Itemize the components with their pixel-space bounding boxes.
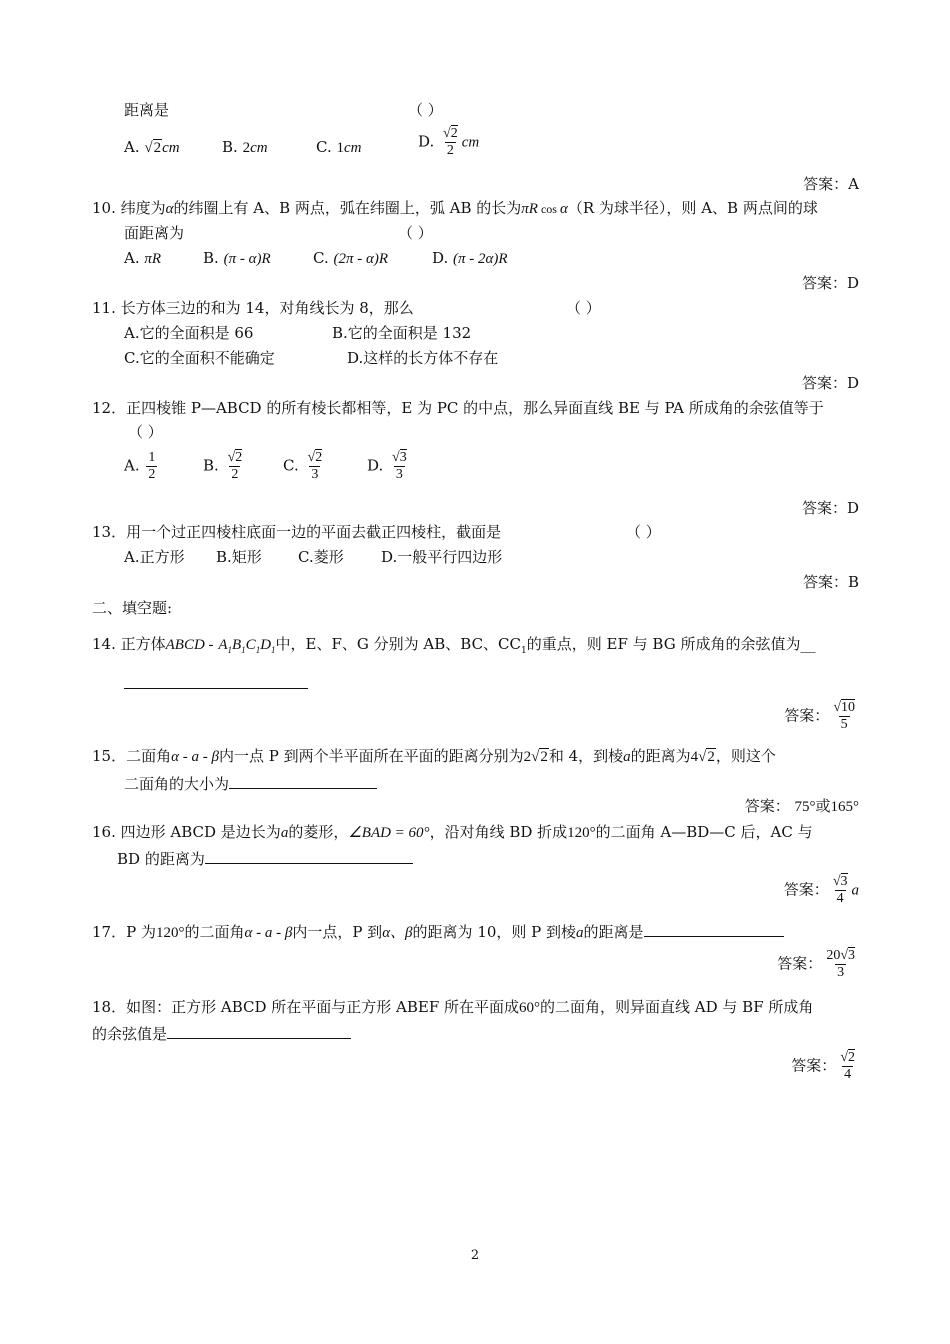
q12-option-d: D. $\frac{√3}{3}$: [367, 450, 407, 482]
q11-stem: 11. 长方体三边的和为 14，对角线长为 8，那么: [92, 299, 414, 317]
q12-option-b: B. $\frac{√2}{2}$: [203, 450, 243, 482]
q11-option-b: B.它的全面积是 132: [332, 324, 472, 342]
q12-paren: （ ）: [128, 423, 163, 441]
q10-option-a: A. πR: [124, 249, 162, 267]
q15-stem: 15．二面角α - a - β内一点 P 到两个半平面所在平面的距离分别为2√2和 4，到棱a的距离为4√2，则这个: [92, 747, 776, 765]
section-heading-fill-blank: 二、填空题:: [92, 599, 173, 617]
q16-continuation: BD 的距离为: [117, 847, 413, 869]
q17-stem: 17．P 为120°的二面角α - a - β内一点，P 到α、β的距离为 10，则 P 到棱a的距离是: [92, 920, 784, 943]
q9-option-d: D. $\frac{√2}{2}$ cm: [418, 126, 480, 158]
q11-option-d: D.这样的长方体不存在: [347, 349, 499, 367]
q10-option-b: B. (π - α)R: [203, 249, 271, 267]
q10-stem: 10. 纬度为α的纬圈上有 A、B 两点，弧在纬圈上，弧 AB 的长为πR cos α（R 为球半径），则 A、B 两点间的球: [92, 199, 818, 217]
q13-option-c: C.菱形: [298, 548, 344, 566]
q10-answer: 答案：D: [801, 274, 859, 292]
q10-option-d: D. (π - 2α)R: [432, 249, 508, 267]
q10-option-c: C. (2π - α)R: [313, 249, 389, 267]
q9-option-b: B. 2cm: [222, 138, 268, 156]
q13-option-b: B.矩形: [216, 548, 262, 566]
q15-continuation: 二面角的大小为: [124, 772, 377, 794]
q10-paren: （ ）: [398, 224, 433, 242]
q13-option-a: A.正方形: [124, 548, 185, 566]
q18-stem: 18．如图：正方形 ABCD 所在平面与正方形 ABEF 所在平面成60°的二面角，则异面直线 AD 与 BF 所成角: [92, 998, 814, 1016]
q10-continuation: 面距离为: [124, 224, 185, 242]
q9-paren: （ ）: [408, 101, 443, 119]
page-number: 2: [470, 1248, 480, 1263]
q14-blank: [124, 672, 308, 694]
q18-answer: 答案： $\frac{√2}{4}$: [791, 1050, 855, 1082]
q14-stem: 14. 正方体ABCD - $A_1B_1C_1D_1$中，E、F、G 分别为 AB、BC、$CC_1$的重点，则 EF 与 BG 所成角的余弦值为__: [92, 635, 816, 656]
q12-answer: 答案：D: [801, 499, 859, 517]
q11-answer: 答案：D: [801, 374, 859, 392]
q13-stem: 13．用一个过正四棱柱底面一边的平面去截正四棱柱，截面是: [92, 523, 502, 541]
q11-paren: （ ）: [566, 299, 601, 317]
q15-answer: 答案： 75°或165°: [744, 797, 859, 815]
q12-option-a: A. $\frac{1}{2}$: [124, 450, 156, 482]
q9-option-a: A. √2cm: [124, 138, 180, 156]
q16-answer: 答案： $\frac{√3}{4}$ a: [783, 874, 859, 906]
q11-option-a: A.它的全面积是 66: [124, 324, 254, 342]
q17-answer: 答案： $\frac{20√3}{3}$: [777, 948, 855, 980]
q13-answer: 答案：B: [802, 573, 859, 591]
q9-option-c: C. 1cm: [316, 138, 362, 156]
q13-option-d: D.一般平行四边形: [381, 548, 503, 566]
q16-stem: 16. 四边形 ABCD 是边长为a的菱形，∠BAD = 60°，沿对角线 BD 折成120°的二面角 A—BD—C 后，AC 与: [92, 823, 813, 841]
q9-continuation: 距离是: [124, 101, 170, 119]
q13-paren: （ ）: [626, 523, 661, 541]
q14-answer: 答案： $\frac{√10}{5}$: [784, 700, 855, 732]
q12-option-c: C. $\frac{√2}{3}$: [283, 450, 323, 482]
q11-option-c: C.它的全面积不能确定: [124, 349, 275, 367]
q9-answer: 答案：A: [803, 175, 859, 193]
q18-continuation: 的余弦值是: [92, 1022, 351, 1044]
q12-stem: 12．正四棱锥 P—ABCD 的所有棱长都相等，E 为 PC 的中点，那么异面直线 BE 与 PA 所成角的余弦值等于: [92, 399, 824, 417]
